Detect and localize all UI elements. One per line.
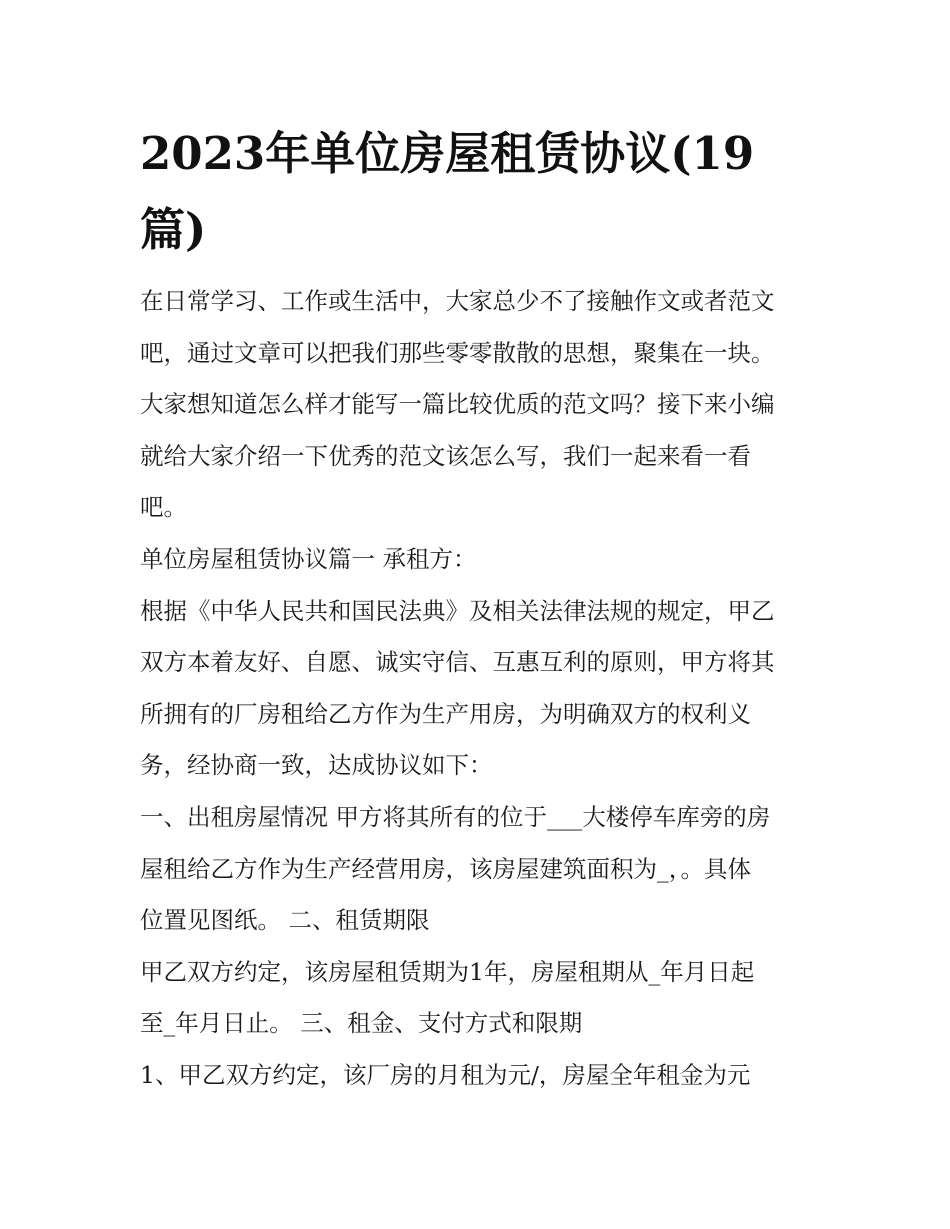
document-body xyxy=(140,278,830,1104)
title-line-1: 2023年单位房屋租赁协议(19 xyxy=(140,127,755,180)
body-line: 务，经协商一致，达成协议如下： xyxy=(140,751,493,780)
body-line: 双方本着友好、自愿、诚实守信、互惠互利的原则，甲方将其 xyxy=(140,648,775,677)
body-line: 一、出租房屋情况 甲方将其所有的位于___大楼停车库旁的房 xyxy=(140,802,771,831)
body-line: 甲乙双方约定，该房屋租赁期为1年，房屋租期从_年月日起 xyxy=(140,957,755,986)
body-line: 1、甲乙双方约定，该厂房的月租为元/，房屋全年租金为元 xyxy=(140,1060,751,1089)
body-line: 单位房屋租赁协议篇一 承租方： xyxy=(140,544,477,573)
body-line: 根据《中华人民共和国民法典》及相关法律法规的规定，甲乙 xyxy=(140,596,775,625)
body-line: 就给大家介绍一下优秀的范文该怎么写，我们一起来看一看 xyxy=(140,441,751,470)
body-line: 至_年月日止。 三、租金、支付方式和限期 xyxy=(140,1009,583,1038)
body-line: 吧。 xyxy=(140,493,187,522)
document-title xyxy=(140,116,820,268)
body-line: 大家想知道怎么样才能写一篇比较优质的范文吗？接下来小编 xyxy=(140,390,775,419)
body-line: 吧，通过文章可以把我们那些零零散散的思想，聚集在一块。 xyxy=(140,338,775,367)
body-line: 所拥有的厂房租给乙方作为生产用房，为明确双方的权利义 xyxy=(140,699,751,728)
title-line-2: 篇) xyxy=(140,203,207,256)
body-line: 位置见图纸。 二、租赁期限 xyxy=(140,906,430,935)
body-line: 在日常学习、工作或生活中，大家总少不了接触作文或者范文 xyxy=(140,287,775,315)
body-line: 屋租给乙方作为生产经营用房，该房屋建筑面积为_，。具体 xyxy=(140,854,751,883)
